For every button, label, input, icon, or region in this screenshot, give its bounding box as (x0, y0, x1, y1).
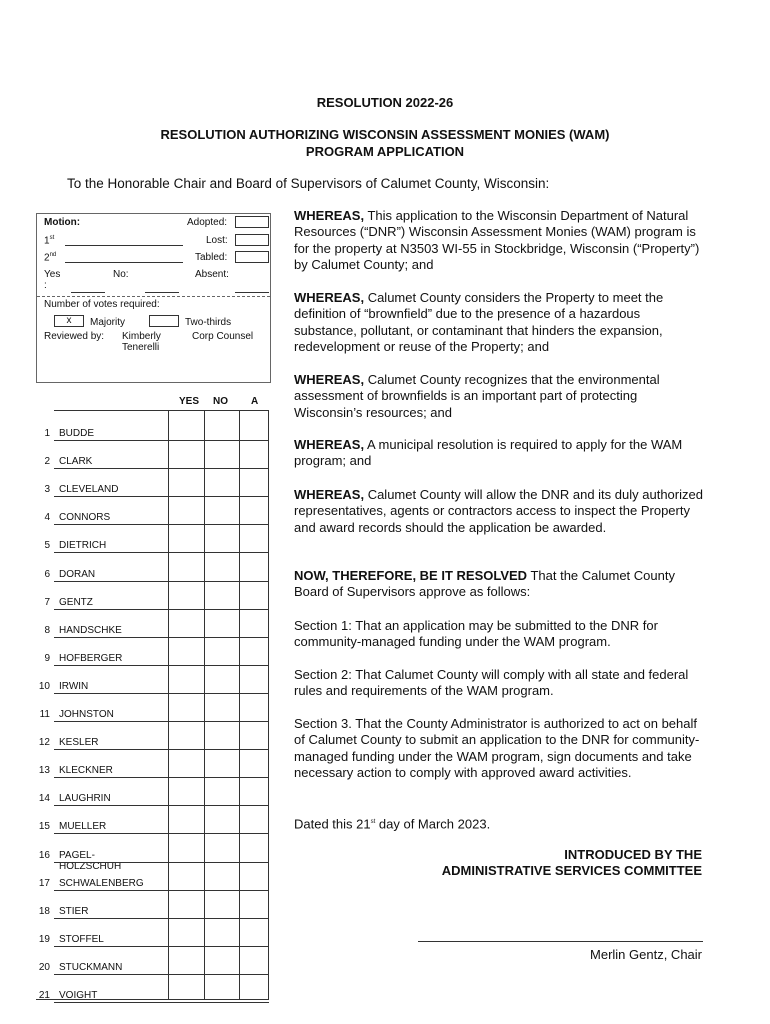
introduced-line-2: ADMINISTRATIVE SERVICES COMMITTEE (441, 863, 702, 878)
member-name: DORAN (59, 568, 96, 580)
member-number: 4 (44, 512, 50, 524)
row-rule (54, 609, 269, 610)
member-name: MUELLER (59, 821, 107, 833)
col-absent: A (251, 396, 259, 407)
dashed-divider (37, 296, 270, 297)
member-name: KESLER (59, 737, 99, 749)
member-number: 3 (44, 484, 50, 496)
member-number: 6 (44, 568, 50, 580)
tabled-box[interactable] (235, 251, 269, 263)
whereas-4: WHEREAS, A municipal resolution is required to apply for the WAM program; and (294, 437, 683, 469)
yes-label: Yes (44, 269, 61, 280)
resolution-number: RESOLUTION 2022-26 (316, 95, 454, 110)
signature-line[interactable] (418, 941, 703, 942)
member-name: JOHNSTON (59, 709, 114, 720)
row-rule (54, 468, 269, 469)
two-thirds-checkbox[interactable] (149, 315, 179, 327)
row-rule (54, 721, 269, 722)
member-name: PAGEL-HOLZSCHUH (59, 849, 122, 872)
resolved-clause: NOW, THEREFORE, BE IT RESOLVED That the Calumet County Board of Supervisors approve as follows: (294, 568, 675, 600)
section-2: Section 2: That Calumet County will comply with all state and federal rules and requirements of the WAM program. (294, 667, 689, 699)
member-name: CLEVELAND (59, 484, 119, 496)
first-line[interactable] (65, 245, 183, 246)
member-name: IRWIN (59, 680, 89, 692)
reviewer-last: Tenerelli (122, 342, 160, 353)
majority-checkbox[interactable]: x (54, 315, 84, 327)
member-number: 12 (38, 737, 50, 749)
whereas-5: WHEREAS, Calumet County will allow the DNR and its duly authorized representatives, agents or contractors access to inspect the Property and award records should the application be awarded. (294, 487, 703, 535)
lost-box[interactable] (235, 234, 269, 246)
adopted-label: Adopted: (187, 217, 228, 228)
title-line-2: PROGRAM APPLICATION (305, 144, 465, 159)
motion-box (36, 213, 271, 383)
two-thirds-label: Two-thirds (185, 317, 232, 328)
dated-line: Dated this 21st day of March 2023. (294, 816, 491, 832)
row-rule (54, 833, 269, 834)
row-rule (54, 777, 269, 778)
member-name: HANDSCHKE (59, 624, 122, 636)
member-number: 20 (38, 961, 50, 973)
section-3: Section 3. That the County Administrator is authorized to act on behalf of Calumet County to submit an application to the DNR for community-managed funding under the WAM program, sign documents and take necessary action to comply with approved award activities. (294, 716, 700, 780)
col-divider (204, 410, 205, 1000)
corp-counsel-label: Corp Counsel (192, 331, 254, 342)
row-rule (54, 581, 269, 582)
member-number: 17 (38, 877, 50, 889)
member-number: 21 (38, 990, 50, 1001)
row-rule (54, 440, 269, 441)
reviewer-first: Kimberly (122, 331, 161, 342)
col-divider (239, 410, 240, 1000)
row-rule (54, 862, 269, 863)
row-rule (54, 890, 269, 891)
salutation: To the Honorable Chair and Board of Supervisors of Calumet County, Wisconsin: (67, 176, 550, 191)
col-no: NO (213, 396, 228, 407)
row-rule (54, 946, 269, 947)
row-rule (54, 665, 269, 666)
member-number: 2 (44, 456, 50, 468)
row-rule (54, 693, 269, 694)
col-divider (168, 410, 169, 1000)
member-name: BUDDE (59, 428, 95, 439)
tabled-label: Tabled: (195, 252, 228, 263)
yes-colon: : (44, 280, 47, 291)
row-rule (54, 637, 269, 638)
title-line-1: RESOLUTION AUTHORIZING WISCONSIN ASSESSMENT MONIES (WAM) (160, 127, 610, 142)
second-label: 2nd (44, 252, 57, 264)
reviewed-by-label: Reviewed by: (44, 331, 105, 342)
member-name: CLARK (59, 456, 93, 468)
absent-label: Absent: (195, 269, 229, 280)
member-name: SCHWALENBERG (59, 877, 144, 889)
member-name: DIETRICH (59, 540, 107, 552)
member-number: 16 (38, 849, 50, 861)
votes-required-label: Number of votes required: (44, 299, 160, 310)
member-number: 11 (39, 709, 50, 720)
member-number: 14 (38, 793, 50, 805)
row-rule (54, 552, 269, 553)
member-name: STOFFEL (59, 933, 104, 945)
member-number: 10 (38, 680, 50, 692)
row-rule (54, 918, 269, 919)
member-number: 8 (44, 624, 50, 636)
no-line[interactable] (145, 292, 179, 293)
section-1: Section 1: That an application may be submitted to the DNR for community-managed funding under the WAM program. (294, 618, 658, 650)
whereas-1: WHEREAS, This application to the Wisconsin Department of Natural Resources (“DNR”) Wisconsin Assessment Monies (WAM) program is for the property at N3503 WI-55 in Stockbridge, Wisconsin (“Property”) by Calumet County; and (294, 208, 700, 272)
row-rule (54, 496, 269, 497)
roll-call-table (36, 390, 270, 1000)
adopted-box[interactable] (235, 216, 269, 228)
col-divider (268, 410, 269, 1000)
row-rule (54, 749, 269, 750)
member-name: STIER (59, 905, 89, 917)
member-name: VOIGHT (59, 990, 98, 1001)
member-name: KLECKNER (59, 765, 113, 777)
second-line[interactable] (65, 262, 183, 263)
signer-name: Merlin Gentz, Chair (590, 947, 702, 962)
member-name: HOFBERGER (59, 652, 123, 664)
whereas-2: WHEREAS, Calumet County considers the Property to meet the definition of “brownfield” due to the presence of a hazardous substance, pollutant, or contaminant that hinders the expansion, redevelopment or reuse of the Property; and (294, 290, 664, 354)
row-rule (54, 524, 269, 525)
whereas-3: WHEREAS, Calumet County recognizes that the environmental assessment of brownfields is an important part of protecting Wisconsin’s resources; and (294, 372, 660, 420)
majority-label: Majority (90, 317, 126, 328)
member-name: GENTZ (59, 596, 93, 608)
col-yes: YES (179, 396, 200, 407)
motion-label: Motion: (44, 217, 81, 228)
row-rule (54, 974, 269, 975)
member-number: 15 (38, 821, 50, 833)
row-rule (54, 1002, 269, 1003)
member-number: 1 (44, 428, 50, 439)
member-number: 19 (38, 933, 50, 945)
member-number: 18 (38, 905, 50, 917)
first-label: 1st (44, 235, 55, 247)
member-number: 9 (44, 652, 50, 664)
member-number: 5 (44, 540, 50, 552)
member-number: 13 (38, 765, 50, 777)
lost-label: Lost: (206, 235, 228, 246)
member-name: STUCKMANN (59, 961, 123, 973)
header-rule (54, 410, 269, 411)
member-name: CONNORS (59, 512, 111, 524)
row-rule (54, 805, 269, 806)
no-label: No: (113, 269, 129, 280)
member-number: 7 (44, 596, 50, 608)
yes-line[interactable] (71, 292, 105, 293)
introduced-line-1: INTRODUCED BY THE (564, 847, 702, 862)
member-name: LAUGHRIN (59, 793, 111, 805)
absent-line[interactable] (235, 292, 269, 293)
